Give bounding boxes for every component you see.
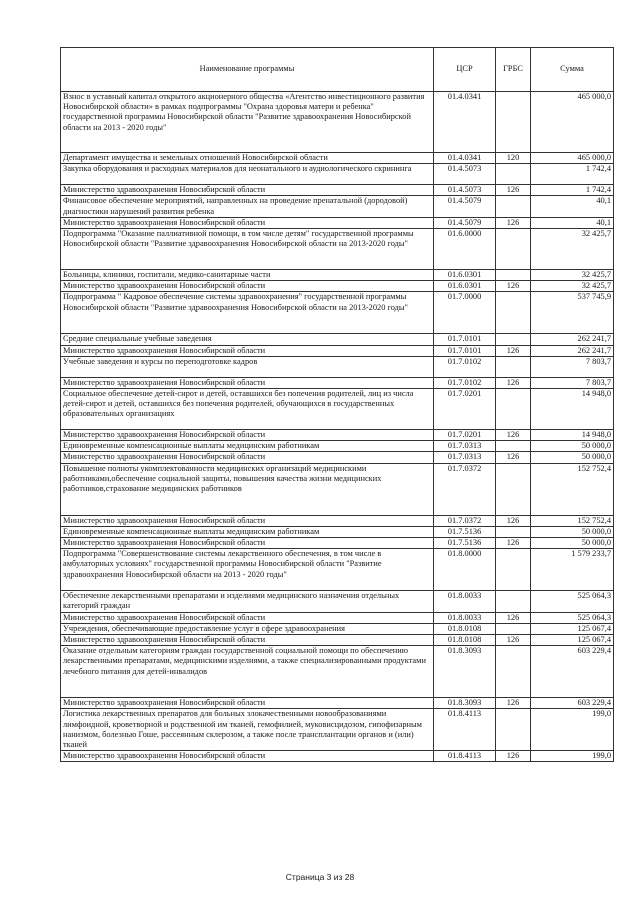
cell-sum: 125 067,4 <box>531 635 614 646</box>
table-row <box>61 751 614 762</box>
table-row <box>61 591 614 612</box>
cell-csr: 01.8.0000 <box>434 549 496 591</box>
table-row <box>61 430 614 441</box>
cell-csr: 01.4.5079 <box>434 196 496 217</box>
cell-csr: 01.6.0301 <box>434 270 496 281</box>
cell-grbs <box>496 646 531 698</box>
cell-csr: 01.7.0201 <box>434 389 496 430</box>
cell-program-name: Оказание отдельным категориям граждан государственной социальной помощи по обеспечению лекарственными препаратами, медицинскими изделиями, а также специализированными продуктами лечебного питания для детей-инвалидов <box>61 646 434 698</box>
cell-csr: 01.7.0102 <box>434 356 496 377</box>
table-row <box>61 549 614 591</box>
cell-csr: 01.7.0372 <box>434 463 496 515</box>
cell-csr: 01.8.0033 <box>434 591 496 612</box>
cell-csr: 01.6.0000 <box>434 229 496 270</box>
table-row <box>61 345 614 356</box>
table-row <box>61 153 614 164</box>
cell-sum: 199,0 <box>531 751 614 762</box>
cell-program-name: Подпрограмма "Оказание паллиативной помощи, в том числе детям" государственной программы Новосибирской области "Развитие здравоохранения Новосибирской области на 2013-2020 годы" <box>61 229 434 270</box>
table-row <box>61 217 614 228</box>
cell-program-name: Больницы, клиники, госпитали, медико-санитарные части <box>61 270 434 281</box>
cell-program-name: Закупка оборудования и расходных материалов для неонатального и аудиологического скрининга <box>61 164 434 185</box>
table-row <box>61 538 614 549</box>
cell-csr: 01.7.0201 <box>434 430 496 441</box>
cell-program-name: Повышение полноты укомплектованности медицинских организаций медицинскими работниками,обеспечение социальной защиты, повышения качества жизни медицинских работников,страхование медицинских работников <box>61 463 434 515</box>
cell-csr: 01.7.5136 <box>434 526 496 537</box>
table-row <box>61 515 614 526</box>
cell-csr: 01.4.5073 <box>434 185 496 196</box>
cell-program-name: Министерство здравоохранения Новосибирской области <box>61 345 434 356</box>
cell-sum: 50 000,0 <box>531 526 614 537</box>
cell-program-name: Министерство здравоохранения Новосибирской области <box>61 538 434 549</box>
cell-sum: 465 000,0 <box>531 92 614 153</box>
cell-sum: 603 229,4 <box>531 646 614 698</box>
cell-grbs <box>496 334 531 345</box>
cell-sum: 525 064,3 <box>531 612 614 623</box>
cell-program-name: Министерство здравоохранения Новосибирской области <box>61 751 434 762</box>
cell-csr: 01.8.3093 <box>434 698 496 709</box>
header-grbs: ГРБС <box>496 48 531 92</box>
cell-csr: 01.7.5136 <box>434 538 496 549</box>
cell-sum: 525 064,3 <box>531 591 614 612</box>
budget-table <box>60 47 614 762</box>
cell-grbs: 126 <box>496 452 531 463</box>
cell-program-name: Взнос в уставный капитал открытого акционерного общества «Агентство инвестиционного развития Новосибирской области» в рамках подпрограммы "Охрана здоровья матери и ребенка" государственной программы Новосибирской области "Развитие здравоохранения Новосибирской области на 2013 - 2020 годы" <box>61 92 434 153</box>
cell-csr: 01.8.0108 <box>434 623 496 634</box>
cell-program-name: Министерство здравоохранения Новосибирской области <box>61 185 434 196</box>
cell-sum: 32 425,7 <box>531 270 614 281</box>
cell-program-name: Министерство здравоохранения Новосибирской области <box>61 452 434 463</box>
cell-csr: 01.8.4113 <box>434 751 496 762</box>
cell-program-name: Министерство здравоохранения Новосибирской области <box>61 635 434 646</box>
cell-grbs: 126 <box>496 751 531 762</box>
cell-program-name: Министерство здравоохранения Новосибирской области <box>61 281 434 292</box>
cell-sum: 262 241,7 <box>531 345 614 356</box>
cell-grbs <box>496 356 531 377</box>
cell-csr: 01.8.0108 <box>434 635 496 646</box>
cell-csr: 01.8.0033 <box>434 612 496 623</box>
cell-csr: 01.8.3093 <box>434 646 496 698</box>
cell-grbs: 126 <box>496 281 531 292</box>
cell-program-name: Социальное обеспечение детей-сирот и детей, оставшихся без попечения родителей, лиц из числа детей-сирот и детей, оставшихся без попечения родителей, обучающихся в государственных образовательных организациях <box>61 389 434 430</box>
table-row <box>61 709 614 751</box>
cell-grbs: 126 <box>496 698 531 709</box>
cell-grbs <box>496 229 531 270</box>
cell-csr: 01.4.0341 <box>434 153 496 164</box>
cell-grbs <box>496 623 531 634</box>
table-row <box>61 389 614 430</box>
table-header-row <box>61 48 614 92</box>
cell-csr: 01.7.0101 <box>434 334 496 345</box>
cell-program-name: Обеспечение лекарственными препаратами и изделиями медицинского назначения отдельных категорий граждан <box>61 591 434 612</box>
cell-sum: 40,1 <box>531 196 614 217</box>
cell-program-name: Единовременные компенсационные выплаты медицинским работникам <box>61 441 434 452</box>
cell-program-name: Министерство здравоохранения Новосибирской области <box>61 612 434 623</box>
cell-grbs <box>496 196 531 217</box>
header-csr: ЦСР <box>434 48 496 92</box>
cell-sum: 125 067,4 <box>531 623 614 634</box>
cell-grbs: 120 <box>496 153 531 164</box>
table-row <box>61 452 614 463</box>
cell-grbs: 126 <box>496 217 531 228</box>
page-number: Страница 3 из 28 <box>285 872 355 882</box>
table-row <box>61 92 614 153</box>
cell-csr: 01.7.0313 <box>434 441 496 452</box>
cell-grbs <box>496 463 531 515</box>
cell-grbs: 126 <box>496 345 531 356</box>
table-row <box>61 526 614 537</box>
cell-grbs <box>496 441 531 452</box>
cell-csr: 01.7.0372 <box>434 515 496 526</box>
table-row <box>61 356 614 377</box>
cell-grbs: 126 <box>496 538 531 549</box>
header-sum: Сумма <box>531 48 614 92</box>
cell-program-name: Министерство здравоохранения Новосибирской области <box>61 217 434 228</box>
cell-grbs: 126 <box>496 430 531 441</box>
cell-sum: 152 752,4 <box>531 463 614 515</box>
cell-program-name: Департамент имущества и земельных отношений Новосибирской области <box>61 153 434 164</box>
cell-grbs <box>496 389 531 430</box>
table-row <box>61 164 614 185</box>
cell-program-name: Учебные заведения и курсы по переподготовке кадров <box>61 356 434 377</box>
cell-grbs: 126 <box>496 635 531 646</box>
table-row <box>61 623 614 634</box>
table-row <box>61 334 614 345</box>
table-row <box>61 196 614 217</box>
cell-csr: 01.4.0341 <box>434 92 496 153</box>
cell-program-name: Логистика лекарственных препаратов для больных злокачественными новообразованиями лимфоидной, кроветворной и родственной им тканей, гемофилией, муковисцидозом, гипофизарным нанизмом, болезнью Гоше, рассеянным склерозом, а также после трансплантации органов и (или) тканей <box>61 709 434 751</box>
table-row <box>61 698 614 709</box>
cell-grbs <box>496 164 531 185</box>
cell-sum: 50 000,0 <box>531 538 614 549</box>
cell-csr: 01.7.0313 <box>434 452 496 463</box>
cell-sum: 152 752,4 <box>531 515 614 526</box>
cell-csr: 01.6.0301 <box>434 281 496 292</box>
cell-program-name: Единовременные компенсационные выплаты медицинским работникам <box>61 526 434 537</box>
table-row <box>61 281 614 292</box>
cell-csr: 01.7.0000 <box>434 292 496 334</box>
cell-csr: 01.4.5079 <box>434 217 496 228</box>
cell-sum: 7 803,7 <box>531 356 614 377</box>
cell-grbs <box>496 92 531 153</box>
table-row <box>61 612 614 623</box>
cell-csr: 01.8.4113 <box>434 709 496 751</box>
cell-program-name: Средние специальные учебные заведения <box>61 334 434 345</box>
cell-sum: 537 745,9 <box>531 292 614 334</box>
cell-sum: 465 000,0 <box>531 153 614 164</box>
cell-sum: 50 000,0 <box>531 452 614 463</box>
header-program-name: Наименование программы <box>61 48 434 92</box>
cell-grbs <box>496 549 531 591</box>
cell-grbs <box>496 292 531 334</box>
cell-grbs <box>496 526 531 537</box>
cell-sum: 32 425,7 <box>531 229 614 270</box>
cell-grbs: 126 <box>496 515 531 526</box>
cell-sum: 1 579 233,7 <box>531 549 614 591</box>
cell-program-name: Финансовое обеспечение мероприятий, направленных на проведение пренатальной (дородовой) диагностики нарушений развития ребенка <box>61 196 434 217</box>
cell-csr: 01.4.5073 <box>434 164 496 185</box>
table-row <box>61 463 614 515</box>
cell-sum: 199,0 <box>531 709 614 751</box>
cell-csr: 01.7.0101 <box>434 345 496 356</box>
cell-grbs <box>496 591 531 612</box>
cell-grbs: 126 <box>496 185 531 196</box>
cell-grbs <box>496 709 531 751</box>
cell-grbs <box>496 270 531 281</box>
table-row <box>61 377 614 388</box>
cell-grbs: 126 <box>496 377 531 388</box>
cell-program-name: Подпрограмма "Совершенствование системы лекарственного обеспечения, в том числе в амбулаторных условиях" государственной программы Новосибирской области "Развитие здравоохранения Новосибирской области на 2013 - 2020 годы" <box>61 549 434 591</box>
cell-program-name: Министерство здравоохранения Новосибирской области <box>61 515 434 526</box>
cell-sum: 40,1 <box>531 217 614 228</box>
cell-sum: 262 241,7 <box>531 334 614 345</box>
cell-sum: 1 742,4 <box>531 185 614 196</box>
cell-csr: 01.7.0102 <box>434 377 496 388</box>
table-row <box>61 646 614 698</box>
cell-sum: 7 803,7 <box>531 377 614 388</box>
cell-program-name: Министерство здравоохранения Новосибирской области <box>61 430 434 441</box>
cell-program-name: Подпрограмма " Кадровое обеспечение системы здравоохранения" государственной программы Новосибирской области "Развитие здравоохранения Новосибирской области на 2013-2020 годы" <box>61 292 434 334</box>
table-row <box>61 292 614 334</box>
cell-sum: 14 948,0 <box>531 389 614 430</box>
cell-sum: 603 229,4 <box>531 698 614 709</box>
cell-program-name: Министерство здравоохранения Новосибирской области <box>61 377 434 388</box>
cell-program-name: Министерство здравоохранения Новосибирской области <box>61 698 434 709</box>
table-row <box>61 229 614 270</box>
cell-program-name: Учреждения, обеспечивающие предоставление услуг в сфере здравоохранения <box>61 623 434 634</box>
table-row <box>61 270 614 281</box>
table-row <box>61 185 614 196</box>
cell-sum: 50 000,0 <box>531 441 614 452</box>
cell-sum: 32 425,7 <box>531 281 614 292</box>
cell-grbs: 126 <box>496 612 531 623</box>
table-row <box>61 635 614 646</box>
table-row <box>61 441 614 452</box>
cell-sum: 1 742,4 <box>531 164 614 185</box>
cell-sum: 14 948,0 <box>531 430 614 441</box>
